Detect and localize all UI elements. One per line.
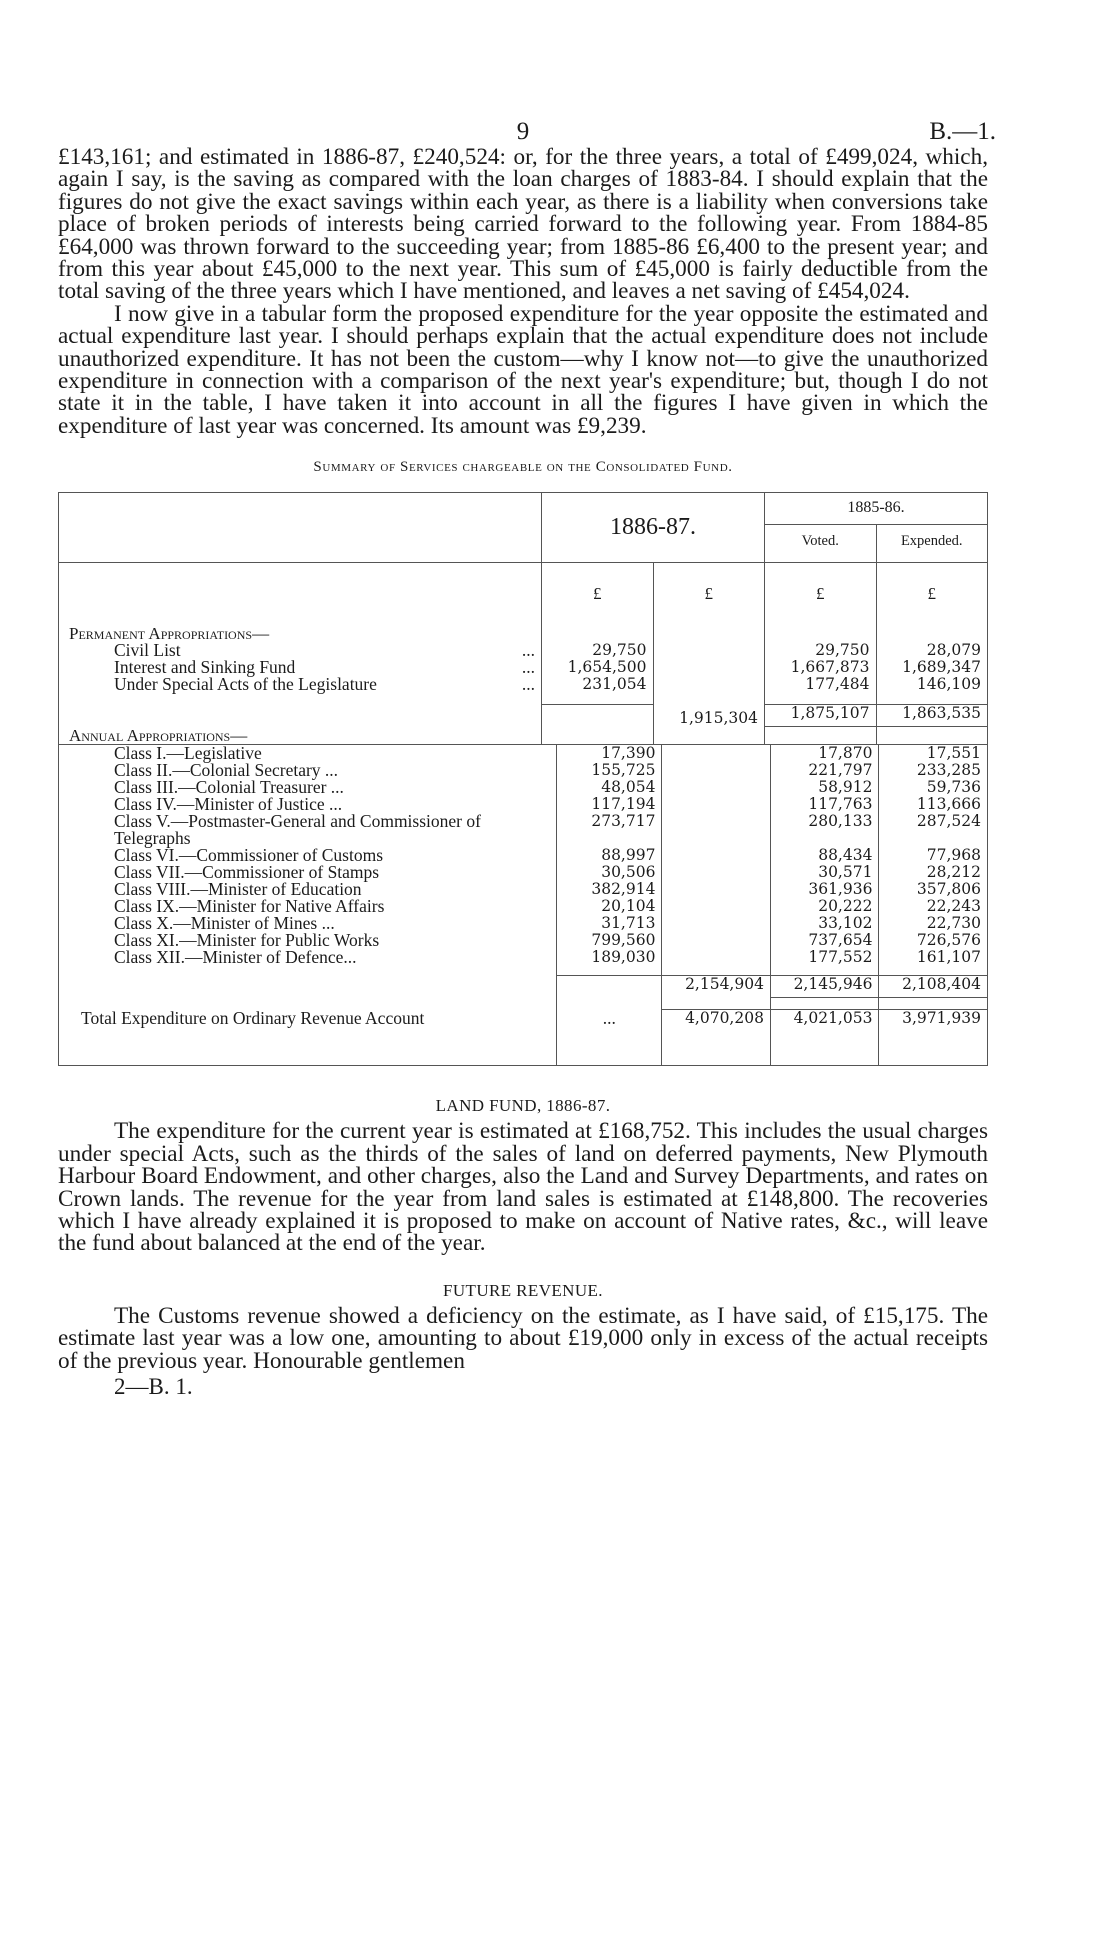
cell-expended: 28,079 — [876, 642, 988, 659]
cell-voted: 737,654 — [770, 932, 879, 949]
table-title: Summary of Services chargeable on the Consolidated Fund. — [313, 459, 733, 476]
document-reference: B.—1. — [929, 118, 996, 145]
cell-1886-87: 88,997 — [557, 847, 662, 864]
cell-1886-87: 31,713 — [557, 915, 662, 932]
cell-expended: 22,243 — [879, 898, 988, 915]
cell-voted: 117,763 — [770, 796, 879, 813]
cell-expended: 59,736 — [879, 779, 988, 796]
cell-expended: 17,551 — [879, 745, 988, 762]
leader-dots: ... — [521, 639, 535, 660]
row-label: Class III.—Colonial Treasurer ... — [59, 779, 557, 796]
land-fund-paragraph: The expenditure for the current year is estimated at £168,752. This includes the usual charges under special Acts, such as the thirds of the sales of land on deferred payments, New Plymouth Harbour Board Endowment, and other charges, also the Land and Survey Departments, and rates on Crown lands. The revenue for the year from land sales is estimated at £148,800. The recoveries which I have already explained it is proposed to make on account of Native rates, &c., will leave the fund about balanced at the end of the year. — [58, 1118, 988, 1257]
cell-voted: 29,750 — [765, 642, 877, 659]
cell-expended: 287,524 — [879, 813, 988, 847]
cell-expended-subtotal: 1,863,535 — [876, 705, 988, 727]
cell-1886-87: 30,506 — [557, 864, 662, 881]
cell-voted-total: 4,021,053 — [770, 1010, 879, 1040]
summary-table-annual — [58, 742, 988, 1067]
cell-expended: 28,212 — [879, 864, 988, 881]
col-expended: Expended. — [876, 525, 988, 563]
cell-subtotal: 1,915,304 — [653, 705, 765, 727]
row-label: Class V.—Postmaster-General and Commissioner of Telegraphs — [59, 813, 557, 847]
col-year-1885-86: 1885-86. — [765, 493, 988, 525]
grand-total-label: Total Expenditure on Ordinary Revenue Account — [59, 1010, 557, 1040]
cell-voted: 58,912 — [770, 779, 879, 796]
row-label: Civil List — [114, 639, 181, 660]
cell-voted: 17,870 — [770, 745, 879, 762]
cell-1886-87: ... — [557, 1010, 662, 1040]
row-label: Class IV.—Minister of Justice ... — [59, 796, 557, 813]
page-signature: 2—B. 1. — [114, 1373, 193, 1399]
cell-expended: 233,285 — [879, 762, 988, 779]
cell-expended: 113,666 — [879, 796, 988, 813]
permanent-heading: Permanent Appropriations— — [59, 621, 542, 642]
cell-1886-87: 382,914 — [557, 881, 662, 898]
table-row — [59, 676, 988, 693]
page-header — [58, 110, 996, 146]
table-row — [59, 813, 988, 847]
row-label: Under Special Acts of the Legislature — [114, 673, 377, 694]
cell-1886-87: 231,054 — [542, 676, 654, 693]
cell-subtotal: 2,154,904 — [662, 976, 771, 998]
cell-voted: 20,222 — [770, 898, 879, 915]
cell-1886-87: 17,390 — [557, 745, 662, 762]
row-label: Class XI.—Minister for Public Works — [59, 932, 557, 949]
cell-1886-87: 273,717 — [557, 813, 662, 847]
cell-1886-87: 155,725 — [557, 762, 662, 779]
table-row — [59, 949, 988, 966]
col-year-1886-87: 1886-87. — [542, 493, 765, 563]
row-label: Class IX.—Minister for Native Affairs — [59, 898, 557, 915]
grand-total-row — [59, 1010, 988, 1040]
currency-symbol: £ — [542, 563, 654, 621]
row-label: Class II.—Colonial Secretary ... — [59, 762, 557, 779]
cell-expended-subtotal: 2,108,404 — [879, 976, 988, 998]
cell-expended-total: 3,971,939 — [879, 1010, 988, 1040]
cell-1886-87: 20,104 — [557, 898, 662, 915]
permanent-subtotal-row — [59, 705, 988, 727]
cell-grand-total: 4,070,208 — [662, 1010, 771, 1040]
cell-voted: 30,571 — [770, 864, 879, 881]
cell-1886-87: 117,194 — [557, 796, 662, 813]
currency-symbol: £ — [876, 563, 988, 621]
cell-voted: 280,133 — [770, 813, 879, 847]
cell-expended: 77,968 — [879, 847, 988, 864]
currency-symbol: £ — [765, 563, 877, 621]
cell-1886-87: 799,560 — [557, 932, 662, 949]
cell-voted-subtotal: 2,145,946 — [770, 976, 879, 998]
cell-voted: 33,102 — [770, 915, 879, 932]
cell-1886-87: 189,030 — [557, 949, 662, 966]
paragraph-1: £143,161; and estimated in 1886-87, £240,524: or, for the three years, a total of £499,024, which, again I say, is the saving as compared with the loan charges of 1883-84. I should explain that the figures do not give the exact savings within each year, as there is a liability when conversions take place of broken periods of interests being carried forward to the following year. From 1884-85 £64,000 was thrown forward to the succeeding year; from 1885-86 £6,400 to the present year; and from this year about £45,000 to the next year. This sum of £45,000 is fairly deductible from the total saving of the three years which I have mentioned, and leaves a net saving of £454,024. — [58, 144, 988, 305]
cell-expended: 357,806 — [879, 881, 988, 898]
currency-symbol: £ — [653, 563, 765, 621]
cell-voted-subtotal: 1,875,107 — [765, 705, 877, 727]
document-page — [58, 110, 996, 1400]
col-voted: Voted. — [765, 525, 877, 563]
future-revenue-heading: FUTURE REVENUE. — [443, 1280, 603, 1300]
row-label: Interest and Sinking Fund — [114, 656, 296, 677]
summary-table — [58, 492, 988, 745]
cell-1886-87: 29,750 — [542, 642, 654, 659]
cell-expended: 146,109 — [876, 676, 988, 693]
cell-expended: 726,576 — [879, 932, 988, 949]
cell-voted: 1,667,873 — [765, 659, 877, 676]
page-number: 9 — [516, 118, 530, 145]
cell-expended: 161,107 — [879, 949, 988, 966]
cell-1886-87: 48,054 — [557, 779, 662, 796]
row-label: Class I.—Legislative — [59, 745, 557, 762]
paragraph-2: I now give in a tabular form the proposed expenditure for the year opposite the estimated and actual expenditure last year. I should perhaps explain that the actual expenditure does not include unauthorized expenditure. It has not been the custom—why I know not—to give the unauthorized expenditure in connection with a comparison of the next year's expenditure; but, though I do not state it in the table, I have taken it into account in all the figures I have given in which the expenditure of last year was concerned. Its amount was £9,239. — [58, 300, 988, 439]
cell-voted: 177,484 — [765, 676, 877, 693]
cell-voted: 361,936 — [770, 881, 879, 898]
land-fund-heading: LAND FUND, 1886-87. — [435, 1096, 611, 1116]
row-label: Class XII.—Minister of Defence... — [59, 949, 557, 966]
row-label: Class VI.—Commissioner of Customs — [59, 847, 557, 864]
annual-subtotal-row — [59, 976, 988, 998]
cell-voted: 221,797 — [770, 762, 879, 779]
leader-dots: ... — [521, 656, 535, 677]
cell-voted: 177,552 — [770, 949, 879, 966]
cell-1886-87: 1,654,500 — [542, 659, 654, 676]
row-label: Class X.—Minister of Mines ... — [59, 915, 557, 932]
row-label: Class VIII.—Minister of Education — [59, 881, 557, 898]
annual-heading: Annual Appropriations— — [59, 727, 542, 745]
cell-expended: 22,730 — [879, 915, 988, 932]
row-label: Class VII.—Commissioner of Stamps — [59, 864, 557, 881]
cell-expended: 1,689,347 — [876, 659, 988, 676]
cell-voted: 88,434 — [770, 847, 879, 864]
leader-dots: ... — [521, 673, 535, 694]
future-revenue-paragraph: The Customs revenue showed a deficiency on the estimate, as I have said, of £15,175. The estimate last year was a low one, amounting to about £19,000 only in excess of the actual receipts of the previous year. Honourable gentlemen — [58, 1302, 988, 1374]
